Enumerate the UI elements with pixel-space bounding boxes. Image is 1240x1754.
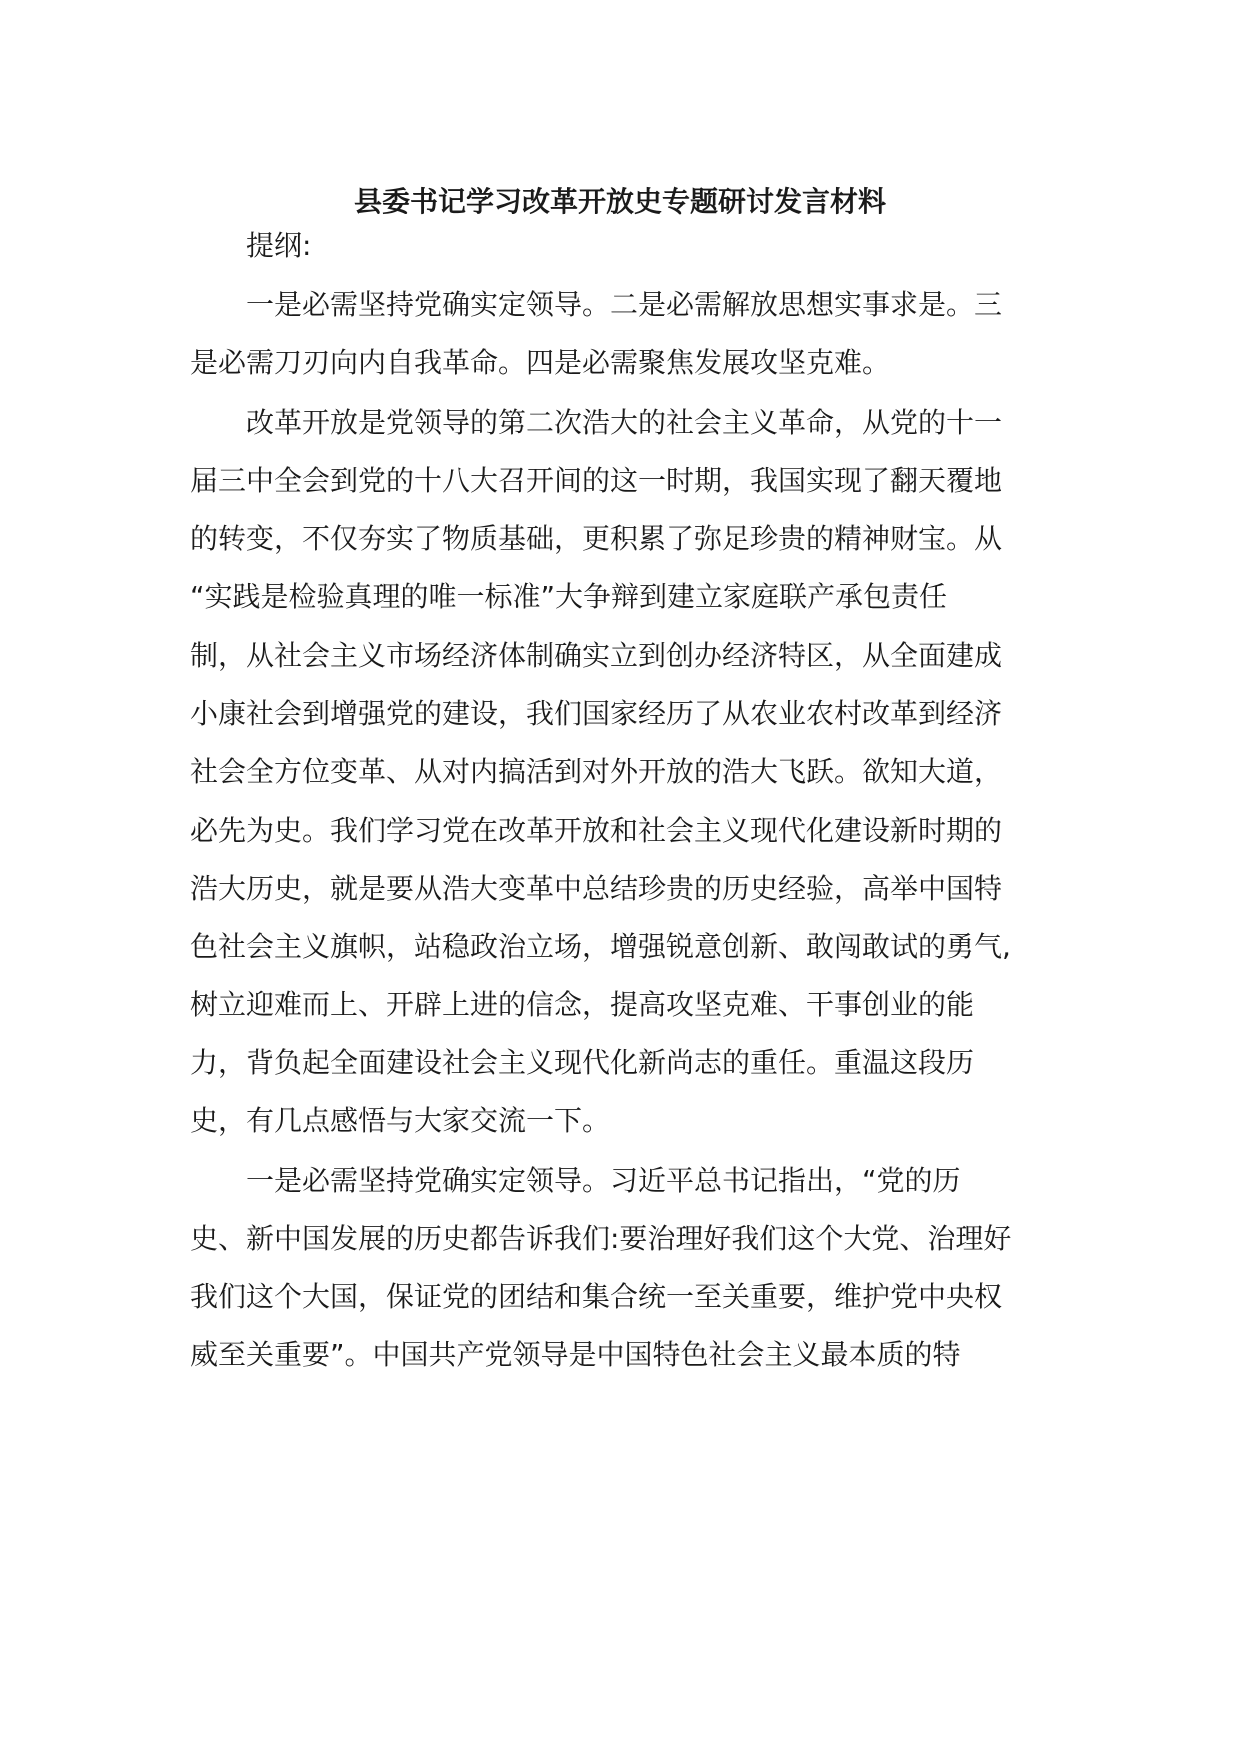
paragraph-line: 届三中全会到党的十八大召开间的这一时期，我国实现了翻天覆地 [190, 464, 1003, 497]
paragraph-line: 史，有几点感悟与大家交流一下。 [190, 1104, 611, 1137]
paragraph-line: 的转变，不仅夯实了物质基础，更积累了弥足珍贵的精神财宝。从 [190, 522, 1003, 555]
paragraph-line: 色社会主义旗帜，站稳政治立场，增强锐意创新、敢闯敢试的勇气, [190, 930, 1011, 963]
paragraph-line: 浩大历史，就是要从浩大变革中总结珍贵的历史经验，高举中国特 [190, 872, 1003, 905]
paragraph-line: 小康社会到增强党的建设，我们国家经历了从农业农村改革到经济 [190, 697, 1003, 730]
paragraph-line: 社会全方位变革、从对内搞活到对外开放的浩大飞跃。欲知大道， [190, 755, 1003, 788]
paragraph-line: 力，背负起全面建设社会主义现代化新尚志的重任。重温这段历 [190, 1046, 975, 1079]
paragraph-line: 改革开放是党领导的第二次浩大的社会主义革命，从党的十一 [246, 406, 1003, 439]
paragraph-line: 是必需刀刃向内自我革命。四是必需聚焦发展攻坚克难。 [190, 346, 891, 379]
paragraph-line: “实践是检验真理的唯一标准”大争辩到建立家庭联产承包责任 [190, 580, 948, 613]
paragraph-line: 一是必需坚持党确实定领导。习近平总书记指出，“党的历 [246, 1164, 961, 1197]
paragraph-line: 必先为史。我们学习党在改革开放和社会主义现代化建设新时期的 [190, 814, 1003, 847]
paragraph-line: 我们这个大国，保证党的团结和集合统一至关重要，维护党中央权 [190, 1280, 1003, 1313]
document-title: 县委书记学习改革开放史专题研讨发言材料 [353, 185, 886, 218]
paragraph-line: 制，从社会主义市场经济体制确实立到创办经济特区，从全面建成 [190, 639, 1003, 672]
outline-label: 提纲: [246, 229, 312, 262]
paragraph-line: 史、新中国发展的历史都告诉我们:要治理好我们这个大党、治理好 [190, 1222, 1012, 1255]
paragraph-line: 树立迎难而上、开辟上进的信念，提高攻坚克难、干事创业的能 [190, 988, 975, 1021]
paragraph-line: 一是必需坚持党确实定领导。二是必需解放思想实事求是。三 [246, 288, 1003, 321]
paragraph-line: 威至关重要”。中国共产党领导是中国特色社会主义最本质的特 [190, 1338, 961, 1371]
